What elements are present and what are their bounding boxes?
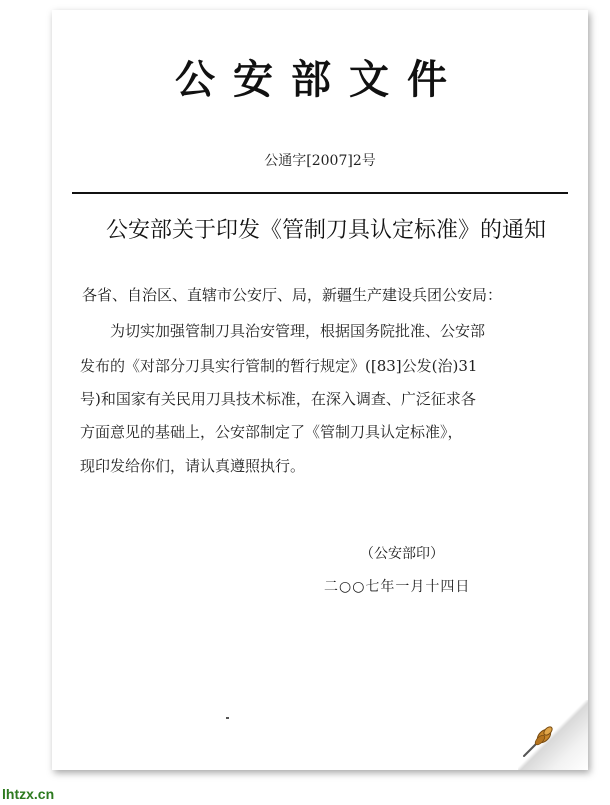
document-title: 公安部文件 (175, 56, 465, 103)
body-line-2: 发布的《对部分刀具实行管制的暂行规定》([83]公发(治)31 (80, 357, 478, 375)
document-number: 公通字[2007]2号 (264, 153, 376, 169)
push-pin-icon (518, 722, 558, 762)
notice-headline: 公安部关于印发《管制刀具认定标准》的通知 (105, 218, 546, 243)
body-line-3: 号)和国家有关民用刀具技术标准，在深入调查、广泛征求各 (80, 390, 476, 408)
seal-text: （公安部印） (360, 546, 444, 562)
issue-date: 二○○七年一月十四日 (324, 579, 471, 595)
site-watermark: lhtzx.cn (2, 786, 55, 802)
addressee-line: 各省、自治区、直辖市公安厅、局，新疆生产建设兵团公安局： (82, 286, 503, 304)
body-line-5: 现印发给你们，请认真遵照执行。 (80, 457, 306, 475)
scan-speck (226, 717, 229, 719)
header-rule (72, 192, 568, 194)
body-line-1: 为切实加强管制刀具治安管理，根据国务院批准、公安部 (110, 322, 486, 340)
document-paper (52, 10, 588, 770)
body-line-4: 方面意见的基础上，公安部制定了《管制刀具认定标准》， (80, 423, 463, 441)
